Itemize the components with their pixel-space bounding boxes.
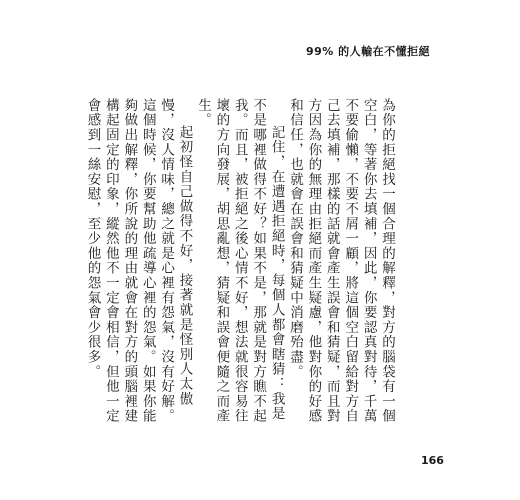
paragraph-1: 為你的拒絕找一個合理的解釋，對方的腦袋有一個空白，等著你去填補，因此，你要認真對待，千萬不要偷懶，不要不屑一顧，將這個空白留給對方自己去填補，那樣的話就會產生誤會和猜疑，而且對方因為你的無理由拒絕而產生疑慮，他對你的好感和信任，也就會在誤會和猜疑中消磨殆盡。 — [286, 98, 395, 424]
page-number: 166 — [421, 454, 444, 467]
paragraph-2: 記住，在遭遇拒絕時，每個人都會瞎猜：我是不是哪裡做得不好？如果不是，那就是對方瞧不起我。而且，被拒絕之後心情不好，想法就很容易往壞的方向發展，胡思亂想，猜疑和誤會便隨之而產生。 — [194, 98, 285, 424]
paragraph-3: 起初怪自己做得不好，接著就是怪別人太傲慢，沒人情味，總之就是心裡有怨氣，沒有好解。這個時候，你要幫助他疏導心裡的怨氣。如果你能夠做出解釋，你所說的理由就會在對方的頭腦裡建構起固定的印象，縱然他不一定會相信，但他一定會感到一絲安慰，至少他的怨氣會少很多。 — [84, 98, 193, 424]
body-text — [83, 98, 396, 428]
running-header: 99% 的人輸在不懂拒絕 — [306, 45, 431, 58]
